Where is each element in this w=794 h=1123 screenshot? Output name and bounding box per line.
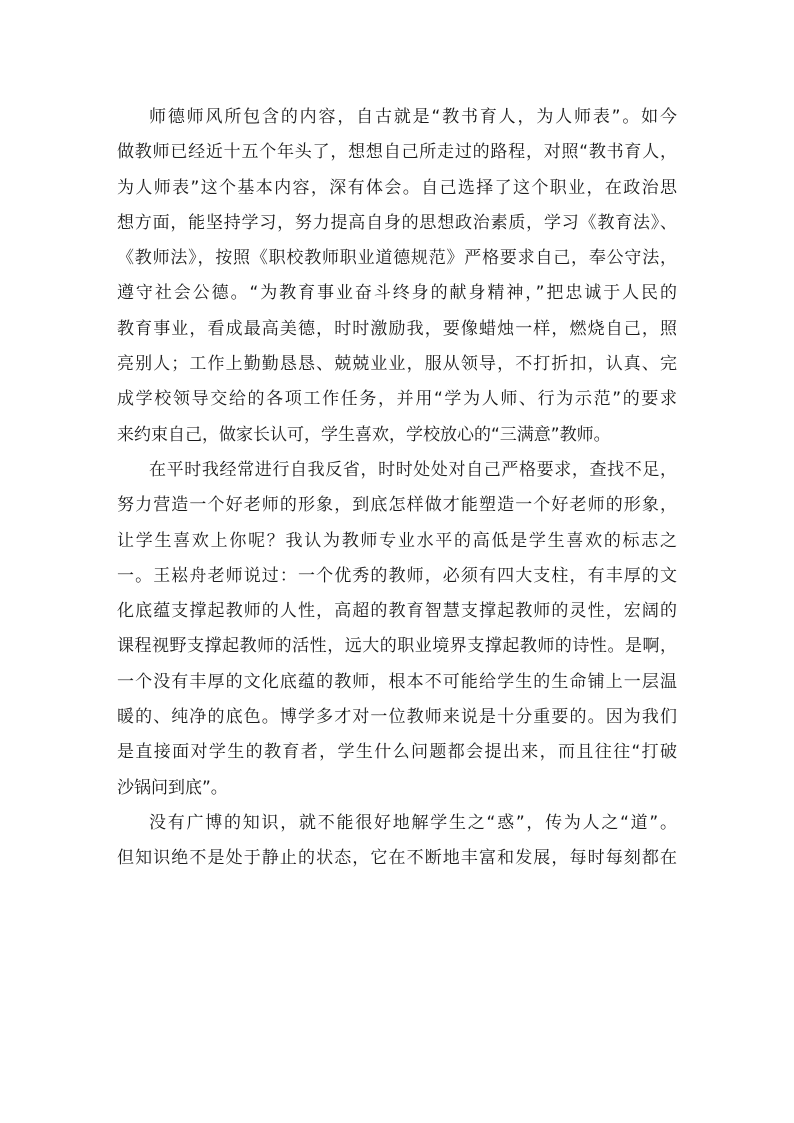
paragraph-line: 让学生喜欢上你呢？我认为教师专业水平的高低是学生喜欢的标志之 — [117, 530, 677, 551]
paragraph-line: 没有广博的知识，就不能很好地解学生之“惑”，传为人之“道”。 — [149, 812, 677, 833]
document-body — [117, 100, 677, 877]
paragraph-line: 努力营造一个好老师的形象，到底怎样做才能塑造一个好老师的形象， — [117, 495, 677, 516]
paragraph-line: 亮别人；工作上勤勤恳恳、兢兢业业，服从领导，不打折扣，认真、完 — [117, 354, 677, 375]
paragraph-2 — [117, 453, 677, 806]
paragraph-line: 来约束自己，做家长认可，学生喜欢，学校放心的“三满意”教师。 — [117, 424, 611, 445]
paragraph-line: 但知识绝不是处于静止的状态，它在不断地丰富和发展，每时每刻都在 — [117, 848, 677, 869]
paragraph-line: 暖的、纯净的底色。博学多才对一位教师来说是十分重要的。因为我们 — [117, 707, 677, 728]
paragraph-line: 一。王崧舟老师说过：一个优秀的教师，必须有四大支柱，有丰厚的文 — [117, 565, 677, 586]
paragraph-line: 是直接面对学生的教育者，学生什么问题都会提出来，而且往往“打破 — [117, 742, 677, 763]
paragraph-line: 遵守社会公德。“为教育事业奋斗终身的献身精神，”把忠诚于人民的 — [117, 283, 677, 304]
paragraph-line: 《教师法》，按照《职校教师职业道德规范》严格要求自己，奉公守法， — [117, 248, 677, 269]
paragraph-1 — [117, 100, 677, 453]
paragraph-line: 化底蕴支撑起教师的人性，高超的教育智慧支撑起教师的灵性，宏阔的 — [117, 601, 677, 622]
paragraph-line: 沙锅问到底”。 — [117, 777, 228, 798]
paragraph-line: 想方面，能坚持学习，努力提高自身的思想政治素质，学习《教育法》、 — [117, 212, 677, 233]
paragraph-line: 做教师已经近十五个年头了，想想自己所走过的路程，对照“教书育人， — [117, 142, 677, 163]
paragraph-line: 教育事业，看成最高美德，时时激励我，要像蜡烛一样，燃烧自己，照 — [117, 318, 677, 339]
paragraph-3 — [117, 806, 677, 877]
paragraph-line: 在平时我经常进行自我反省，时时处处对自己严格要求，查找不足， — [149, 459, 677, 480]
paragraph-line: 课程视野支撑起教师的活性，远大的职业境界支撑起教师的诗性。是啊， — [117, 636, 677, 657]
paragraph-line: 一个没有丰厚的文化底蕴的教师，根本不可能给学生的生命铺上一层温 — [117, 671, 677, 692]
paragraph-line: 师德师风所包含的内容，自古就是“教书育人，为人师表”。如今 — [149, 107, 677, 127]
paragraph-line: 成学校领导交给的各项工作任务，并用“学为人师、行为示范”的要求 — [117, 389, 677, 410]
paragraph-line: 为人师表”这个基本内容，深有体会。自己选择了这个职业，在政治思 — [117, 177, 677, 198]
